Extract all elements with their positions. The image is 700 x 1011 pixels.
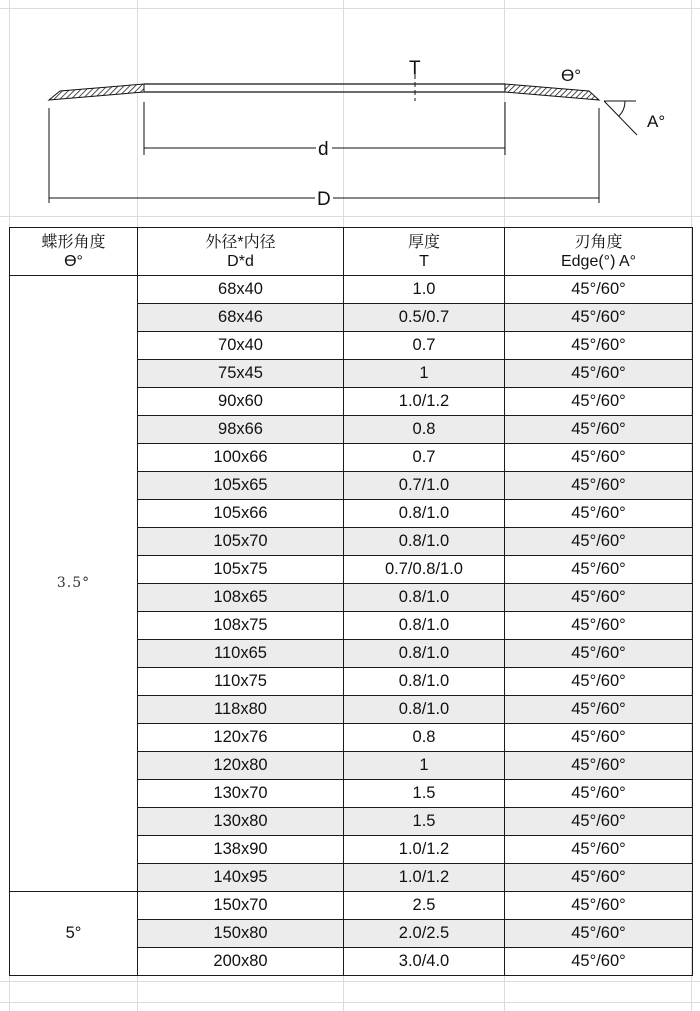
- edge-cell: 45°/60°: [505, 668, 693, 696]
- size-cell: 105x70: [138, 528, 344, 556]
- blade-profile: [49, 84, 599, 100]
- size-cell: 105x66: [138, 500, 344, 528]
- table-body: [10, 276, 693, 976]
- inner-diameter-dimension: [144, 102, 505, 160]
- header-angle: 蝶形角度 ϴ°: [10, 228, 138, 276]
- edge-angle-marker: [604, 101, 665, 135]
- header-thickness: 厚度 T: [344, 228, 505, 276]
- size-cell: 108x75: [138, 612, 344, 640]
- thickness-cell: 1.5: [344, 780, 505, 808]
- thickness-cell: 0.7: [344, 444, 505, 472]
- thickness-cell: 2.0/2.5: [344, 920, 505, 948]
- size-cell: 110x65: [138, 640, 344, 668]
- edge-cell: 45°/60°: [505, 948, 693, 976]
- edge-cell: 45°/60°: [505, 388, 693, 416]
- size-cell: 105x75: [138, 556, 344, 584]
- thickness-cell: 0.8/1.0: [344, 500, 505, 528]
- edge-cell: 45°/60°: [505, 276, 693, 304]
- thickness-cell: 0.8/1.0: [344, 612, 505, 640]
- thickness-cell: 0.7/0.8/1.0: [344, 556, 505, 584]
- edge-cell: 45°/60°: [505, 696, 693, 724]
- thickness-cell: 1: [344, 360, 505, 388]
- edge-cell: 45°/60°: [505, 836, 693, 864]
- size-cell: 100x66: [138, 444, 344, 472]
- edge-cell: 45°/60°: [505, 416, 693, 444]
- thickness-cell: 0.8: [344, 416, 505, 444]
- thickness-cell: 1.0/1.2: [344, 388, 505, 416]
- size-cell: 75x45: [138, 360, 344, 388]
- edge-cell: 45°/60°: [505, 752, 693, 780]
- thickness-cell: 1.5: [344, 808, 505, 836]
- header-edge-angle: 刃角度 Edge(°) A°: [505, 228, 693, 276]
- size-cell: 120x76: [138, 724, 344, 752]
- size-cell: 68x46: [138, 304, 344, 332]
- size-cell: 130x70: [138, 780, 344, 808]
- size-cell: 130x80: [138, 808, 344, 836]
- thickness-cell: 2.5: [344, 892, 505, 920]
- size-cell: 138x90: [138, 836, 344, 864]
- size-cell: 108x65: [138, 584, 344, 612]
- edge-cell: 45°/60°: [505, 724, 693, 752]
- size-cell: 110x75: [138, 668, 344, 696]
- edge-cell: 45°/60°: [505, 864, 693, 892]
- label-t: T: [409, 58, 421, 79]
- edge-cell: 45°/60°: [505, 360, 693, 388]
- thickness-cell: 0.8/1.0: [344, 668, 505, 696]
- thickness-cell: 0.8: [344, 724, 505, 752]
- label-d: d: [318, 139, 329, 160]
- angle-group-cell: 5°: [10, 892, 138, 976]
- edge-cell: 45°/60°: [505, 444, 693, 472]
- size-cell: 200x80: [138, 948, 344, 976]
- edge-cell: 45°/60°: [505, 612, 693, 640]
- edge-cell: 45°/60°: [505, 892, 693, 920]
- table-row: [10, 276, 693, 304]
- thickness-marker: [409, 58, 421, 101]
- size-cell: 140x95: [138, 864, 344, 892]
- edge-cell: 45°/60°: [505, 556, 693, 584]
- edge-cell: 45°/60°: [505, 780, 693, 808]
- edge-cell: 45°/60°: [505, 640, 693, 668]
- size-cell: 68x40: [138, 276, 344, 304]
- thickness-cell: 1: [344, 752, 505, 780]
- label-theta: ϴ°: [561, 66, 582, 85]
- thickness-cell: 3.0/4.0: [344, 948, 505, 976]
- thickness-cell: 0.8/1.0: [344, 640, 505, 668]
- size-cell: 90x60: [138, 388, 344, 416]
- edge-cell: 45°/60°: [505, 920, 693, 948]
- label-big-d: D: [317, 189, 331, 210]
- blade-diagram: [0, 0, 700, 228]
- edge-cell: 45°/60°: [505, 500, 693, 528]
- thickness-cell: 0.8/1.0: [344, 696, 505, 724]
- header-size: 外径*内径 D*d: [138, 228, 344, 276]
- thickness-cell: 0.7: [344, 332, 505, 360]
- thickness-cell: 1.0/1.2: [344, 836, 505, 864]
- thickness-cell: 1.0/1.2: [344, 864, 505, 892]
- thickness-cell: 1.0: [344, 276, 505, 304]
- size-cell: 105x65: [138, 472, 344, 500]
- label-a: A°: [647, 112, 666, 131]
- size-cell: 150x80: [138, 920, 344, 948]
- edge-cell: 45°/60°: [505, 808, 693, 836]
- spec-table: [9, 227, 693, 976]
- thickness-cell: 0.5/0.7: [344, 304, 505, 332]
- thickness-cell: 0.8/1.0: [344, 528, 505, 556]
- thickness-cell: 0.8/1.0: [344, 584, 505, 612]
- size-cell: 98x66: [138, 416, 344, 444]
- edge-cell: 45°/60°: [505, 584, 693, 612]
- table-header-row: [10, 228, 693, 276]
- size-cell: 120x80: [138, 752, 344, 780]
- size-cell: 118x80: [138, 696, 344, 724]
- size-cell: 70x40: [138, 332, 344, 360]
- angle-group-cell: 3.5°: [10, 276, 138, 892]
- edge-cell: 45°/60°: [505, 472, 693, 500]
- thickness-cell: 0.7/1.0: [344, 472, 505, 500]
- size-cell: 150x70: [138, 892, 344, 920]
- table-row: [10, 892, 693, 920]
- edge-cell: 45°/60°: [505, 528, 693, 556]
- edge-cell: 45°/60°: [505, 332, 693, 360]
- edge-cell: 45°/60°: [505, 304, 693, 332]
